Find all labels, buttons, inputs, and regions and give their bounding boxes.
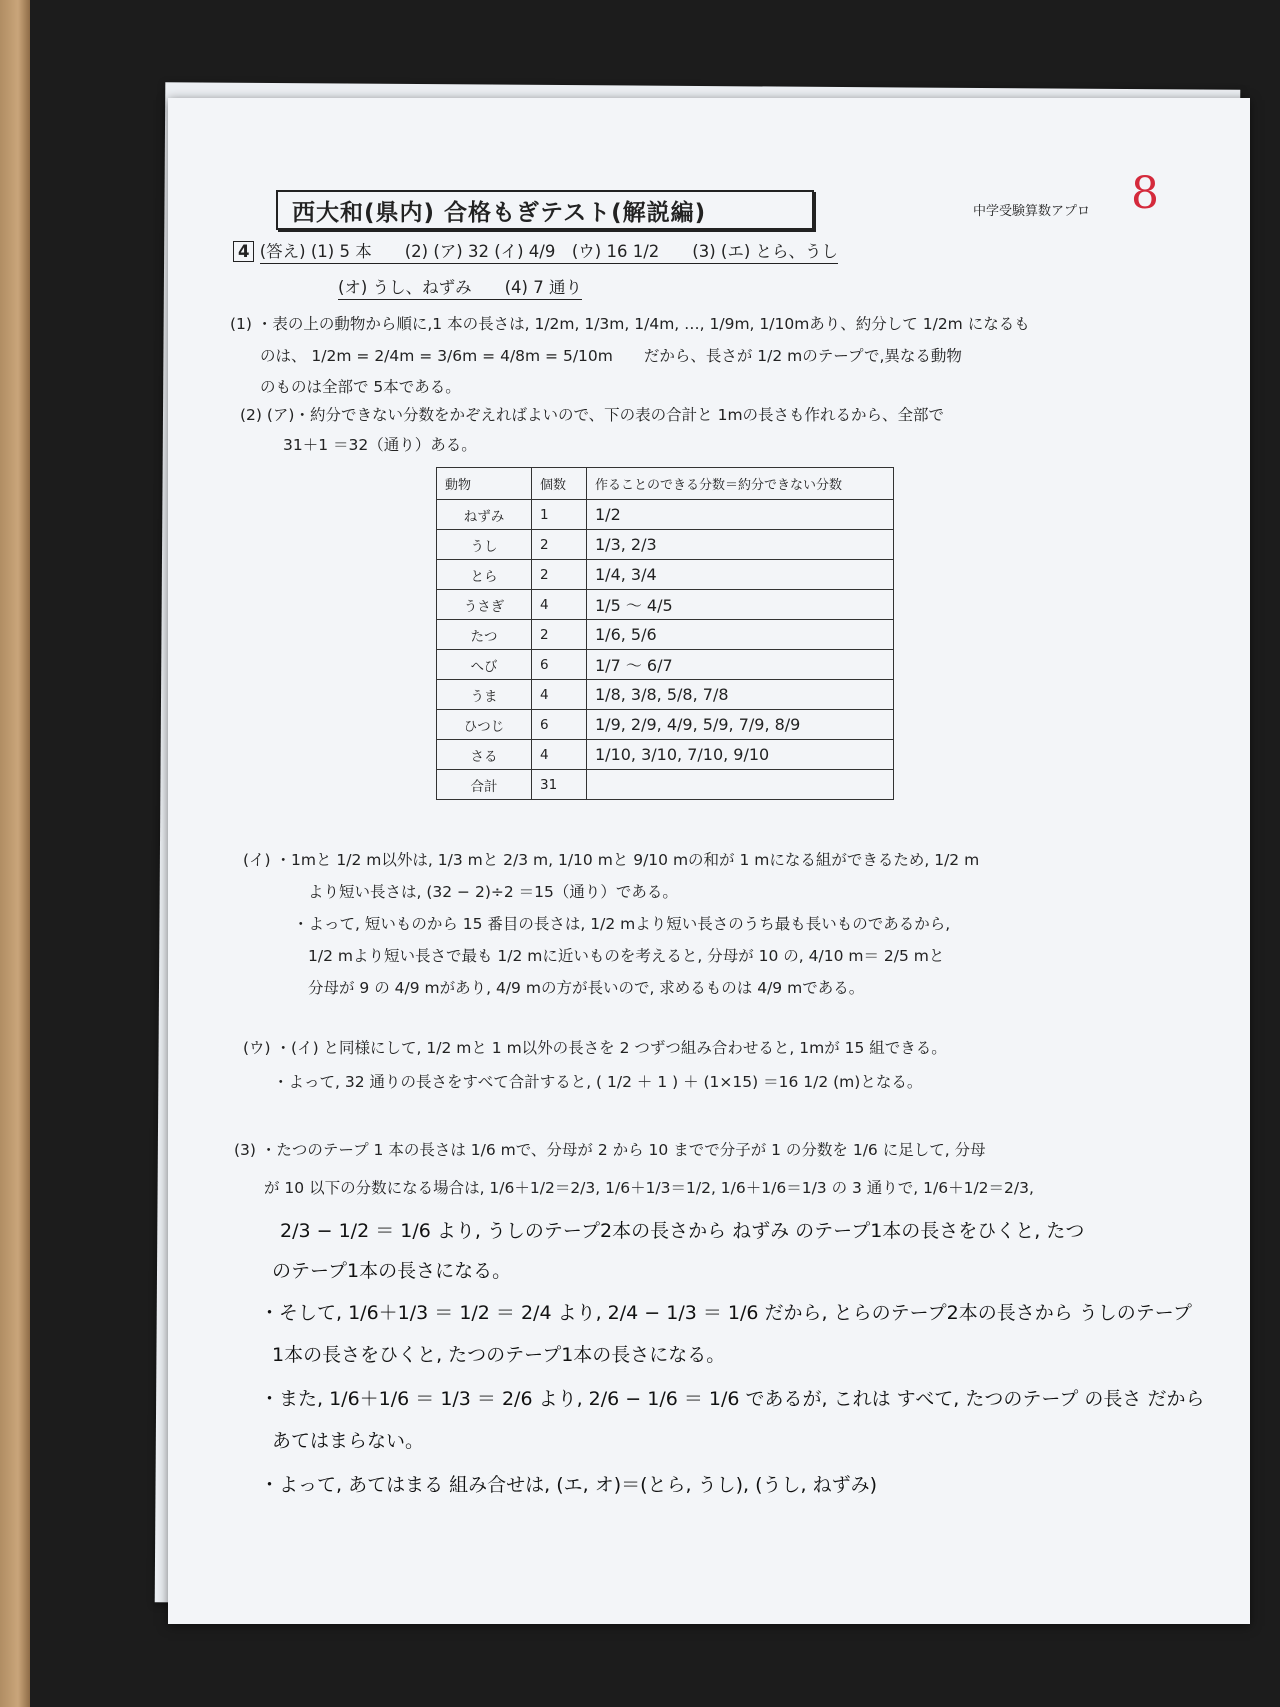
cell-fractions: 1/7 〜 6/7 — [587, 650, 894, 680]
cell-animal: たつ — [437, 620, 532, 650]
table-row — [437, 590, 894, 620]
cell-animal: うさぎ — [437, 590, 532, 620]
part2a-line-1: (2) (ア)・約分できない分数をかぞえればよいので、下の表の合計と 1mの長さも作れるから、全部で — [240, 406, 945, 424]
wooden-table-edge — [0, 0, 30, 1707]
cell-animal: へび — [437, 650, 532, 680]
table-row — [437, 710, 894, 740]
cell-fractions: 1/3, 2/3 — [587, 530, 894, 560]
cell-total-label: 合計 — [437, 770, 532, 800]
part3-hand-line-4: 1本の長さをひくと, たつのテープ1本の長さになる。 — [272, 1344, 726, 1366]
cell-animal: とら — [437, 560, 532, 590]
part1-line-3: のものは全部で 5本である。 — [260, 378, 461, 396]
cell-count: 6 — [532, 710, 587, 740]
document-title: 西大和(県内) 合格もぎテスト(解説編) — [276, 190, 814, 230]
cell-total-count: 31 — [532, 770, 587, 800]
part2b-line-3: ・よって, 短いものから 15 番目の長さは, 1/2 mより短い長さのうち最も長いものであるから, — [293, 915, 951, 933]
question-number: 4 — [233, 241, 254, 262]
part3-hand-line-3: ・そして, 1/6＋1/3 ＝ 1/2 ＝ 2/4 より, 2/4 − 1/3 ＝ 1/6 だから, とらのテープ2本の長さから うしのテープ — [260, 1302, 1192, 1324]
part2b-line-1: (イ) ・1mと 1/2 m以外は, 1/3 mと 2/3 m, 1/10 mと 9/10 mの和が 1 mになる組ができるため, 1/2 m — [243, 851, 980, 869]
cell-animal: うし — [437, 530, 532, 560]
table-row — [437, 650, 894, 680]
part2c-line-1: (ウ) ・(イ) と同様にして, 1/2 mと 1 m以外の長さを 2 つずつ組み合わせると, 1mが 15 組できる。 — [243, 1039, 947, 1057]
answer-text-2: (オ) うし、ねずみ (4) 7 通り — [338, 278, 582, 300]
part3-hand-line-5: ・また, 1/6＋1/6 ＝ 1/3 ＝ 2/6 より, 2/6 − 1/6 ＝ 1/6 であるが, これは すべて, たつのテープ の長さ だから — [260, 1388, 1205, 1410]
part2b-line-4: 1/2 mより短い長さで最も 1/2 mに近いものを考えると, 分母が 10 の, 4/10 m＝ 2/5 mと — [308, 947, 945, 965]
cell-total-empty — [587, 770, 894, 800]
cell-animal: うま — [437, 680, 532, 710]
part2b-line-5: 分母が 9 の 4/9 mがあり, 4/9 mの方が長いので, 求めるものは 4/9 mである。 — [308, 979, 865, 997]
cell-animal: ねずみ — [437, 500, 532, 530]
table-header-row — [437, 468, 894, 500]
cell-fractions: 1/10, 3/10, 7/10, 9/10 — [587, 740, 894, 770]
cell-count: 2 — [532, 560, 587, 590]
part2b-line-2: より短い長さは, (32 − 2)÷2 ＝15（通り）である。 — [308, 883, 678, 901]
part1-line-2: のは、 1/2m = 2/4m = 3/6m = 4/8m = 5/10m だから、長さが 1/2 mのテープで,異なる動物 — [260, 347, 962, 365]
table-row — [437, 620, 894, 650]
part3-hand-line-1: 2/3 − 1/2 ＝ 1/6 より, うしのテープ2本の長さから ねずみ のテープ1本の長さをひくと, たつ — [280, 1220, 1085, 1242]
part3-hand-line-6: あてはまらない。 — [272, 1430, 425, 1452]
answer-line-2 — [338, 274, 582, 298]
cell-count: 4 — [532, 590, 587, 620]
cell-count: 6 — [532, 650, 587, 680]
table-row — [437, 530, 894, 560]
table-row — [437, 740, 894, 770]
cell-fractions: 1/8, 3/8, 5/8, 7/8 — [587, 680, 894, 710]
cell-fractions: 1/9, 2/9, 4/9, 5/9, 7/9, 8/9 — [587, 710, 894, 740]
cell-count: 1 — [532, 500, 587, 530]
table-row — [437, 560, 894, 590]
answer-sheet — [168, 98, 1250, 1624]
part3-line-2: が 10 以下の分数になる場合は, 1/6＋1/2＝2/3, 1/6＋1/3＝1/2, 1/6＋1/6＝1/3 の 3 通りで, 1/6＋1/2＝2/3, — [264, 1179, 1034, 1197]
cell-count: 2 — [532, 620, 587, 650]
part3-hand-line-7: ・よって, あてはまる 組み合せは, (エ, オ)＝(とら, うし), (うし, ねずみ) — [260, 1474, 877, 1496]
table-row — [437, 680, 894, 710]
cell-animal: ひつじ — [437, 710, 532, 740]
page-number: 8 — [1131, 168, 1159, 219]
cell-fractions: 1/4, 3/4 — [587, 560, 894, 590]
header-animal: 動物 — [437, 468, 532, 500]
cell-count: 4 — [532, 740, 587, 770]
header-count: 個数 — [532, 468, 587, 500]
cell-count: 4 — [532, 680, 587, 710]
cell-fractions: 1/6, 5/6 — [587, 620, 894, 650]
answer-text-1: (答え) (1) 5 本 (2) (ア) 32 (イ) 4/9 (ウ) 16 1/2 (3) (エ) とら、うし — [260, 242, 838, 264]
cell-fractions: 1/5 〜 4/5 — [587, 590, 894, 620]
part2c-line-2: ・よって, 32 通りの長さをすべて合計すると, ( 1/2 ＋ 1 ) ＋ (1×15) ＝16 1/2 (m)となる。 — [273, 1073, 923, 1091]
brand-label: 中学受験算数アプロ — [973, 204, 1091, 219]
part3-hand-line-2: のテープ1本の長さになる。 — [272, 1260, 512, 1282]
part3-line-1: (3) ・たつのテープ 1 本の長さは 1/6 mで、分母が 2 から 10 までで分子が 1 の分数を 1/6 に足して, 分母 — [234, 1141, 986, 1159]
fraction-table — [436, 467, 894, 800]
answer-line-1 — [233, 238, 838, 262]
table-total-row — [437, 770, 894, 800]
table-row — [437, 500, 894, 530]
cell-count: 2 — [532, 530, 587, 560]
part1-line-1: (1) ・表の上の動物から順に,1 本の長さは, 1/2m, 1/3m, 1/4m, …, 1/9m, 1/10mあり、約分して 1/2m になるも — [230, 315, 1030, 333]
cell-fractions: 1/2 — [587, 500, 894, 530]
part2a-line-2: 31＋1 ＝32（通り）ある。 — [283, 436, 477, 454]
header-fractions: 作ることのできる分数＝約分できない分数 — [587, 468, 894, 500]
cell-animal: さる — [437, 740, 532, 770]
